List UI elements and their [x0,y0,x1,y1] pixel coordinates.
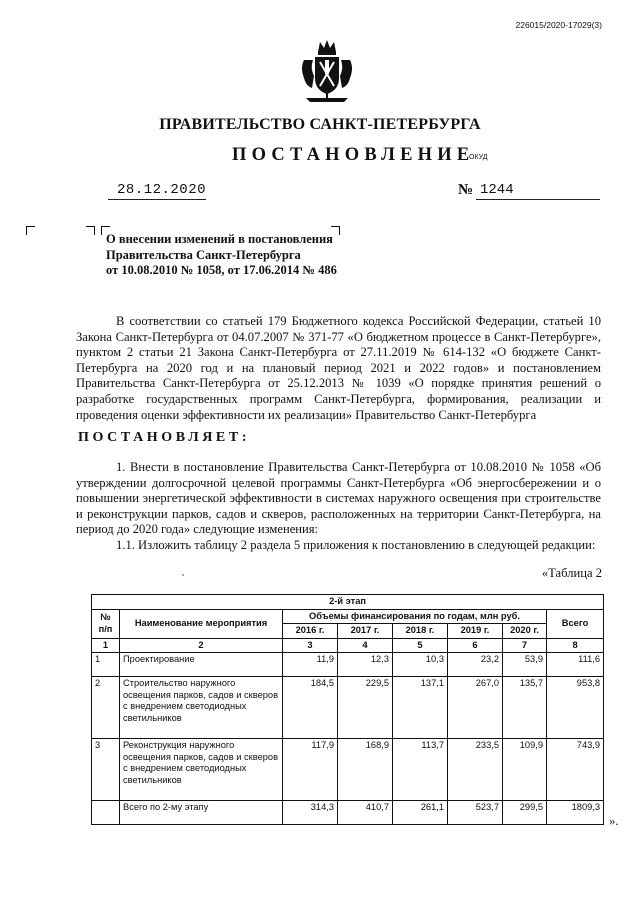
table-total-row [92,801,604,825]
subject-line: Правительства Санкт-Петербурга [106,247,301,262]
table-header-row [92,609,604,624]
table-row [92,739,604,801]
row-value: 135,7 [503,677,547,739]
year-header: 2017 г. [338,624,393,639]
row-value: 11,9 [283,653,338,677]
col-volumes-header: Объемы финансирования по годам, млн руб. [283,609,547,624]
table-row [92,677,604,739]
col-no-header: № п/п [92,609,120,638]
subject-corner-mark [86,226,95,235]
col-number: 8 [547,638,604,653]
total-value: 314,3 [283,801,338,825]
government-name: ПРАВИТЕЛЬСТВО САНКТ-ПЕТЕРБУРГА [159,116,481,133]
year-header: 2016 г. [283,624,338,639]
subject-line: от 10.08.2010 № 1058, от 17.06.2014 № 486 [106,263,337,277]
decree-subject [106,232,337,279]
col-number: 2 [120,638,283,653]
total-value: 261,1 [393,801,448,825]
row-value: 10,3 [393,653,448,677]
row-value: 267,0 [448,677,503,739]
total-value: 410,7 [338,801,393,825]
okud-label: ОКУД [469,154,488,161]
col-number: 4 [338,638,393,653]
row-no [92,801,120,825]
col-number: 6 [448,638,503,653]
row-name: Реконструкция наружного освещения парков, садов и скверов с внедрением светодиодных светильников [120,739,283,801]
row-total: 743,9 [547,739,604,801]
row-value: 229,5 [338,677,393,739]
total-value: 523,7 [448,801,503,825]
preamble [76,314,601,423]
stage-header: 2-й этап [92,595,604,610]
row-no: 2 [92,677,120,739]
closing-quote: ». [609,814,619,828]
row-no: 3 [92,739,120,801]
col-number: 3 [283,638,338,653]
decree-title: ПОСТАНОВЛЕНИЕ [232,145,475,165]
col-name-header: Наименование мероприятия [120,609,283,638]
row-value: 53,9 [503,653,547,677]
subject-line: О внесении изменений в постановления [106,232,333,246]
number-underline [476,199,600,200]
year-header: 2018 г. [393,624,448,639]
row-value: 23,2 [448,653,503,677]
row-value: 233,5 [448,739,503,801]
row-name: Строительство наружного освещения парков, садов и скверов с внедрением светодиодных светильников [120,677,283,739]
total-row-name: Всего по 2-му этапу [120,801,283,825]
row-no: 1 [92,653,120,677]
table-stage-row [92,595,604,610]
row-total: 953,8 [547,677,604,739]
row-value: 168,9 [338,739,393,801]
coat-of-arms-icon [296,38,358,104]
preamble-text: В соответствии со статьей 179 Бюджетного кодекса Российской Федерации, статьей 10 Закона Санкт-Петербурга от 04.07.2007 № 371-77 «О бюджетном процессе в Санкт-Петербурге», пунктом 2 статьи 21 Закона Санкт-Петербурга от 27.11.2019 № 614-132 «О бюджете Санкт-Петербурга на 2020 год и на плановый период 2021 и 2022 годов» и постановлением Правительства Санкт-Петербурга от 25.12.2013 № 1039 «О порядке принятия решений о разработке государственных программ Санкт-Петербурга, формирования, реализации и проведения оценки эффективности их реализации» Правительство Санкт-Петербурга [76,314,601,422]
row-value: 184,5 [283,677,338,739]
table-row [92,653,604,677]
decree-number: 1244 [480,182,514,198]
margin-corner-mark [26,226,35,235]
resolves-heading: ПОСТАНОВЛЯЕТ: [78,430,251,445]
row-value: 113,7 [393,739,448,801]
document-registration-number: 226015/2020-17029(3) [515,20,602,30]
total-value: 299,5 [503,801,547,825]
year-header: 2020 г. [503,624,547,639]
row-value: 137,1 [393,677,448,739]
col-number: 7 [503,638,547,653]
scan-speck [182,574,184,576]
table-column-numbers-row [92,638,604,653]
row-value: 109,9 [503,739,547,801]
item-1-1-text: 1.1. Изложить таблицу 2 раздела 5 приложения к постановлению в следующей редакции: [116,537,596,552]
item-1 [76,460,601,554]
year-header: 2019 г. [448,624,503,639]
col-total-header: Всего [547,609,604,638]
item-1-text: 1. Внести в постановление Правительства Санкт-Петербурга от 10.08.2010 № 1058 «Об утверждении долгосрочной целевой программы Санкт-Петербурга «Об энергосбережении и о повышении энергетической эффективности в системах наружного освещения при строительстве и реконструкции парков, садов и скверов, расположенных на территории Санкт-Петербурга, на период до 2020 года» следующие изменения: [76,460,601,537]
decree-date: 28.12.2020 [117,182,207,198]
number-sign: № [458,182,474,198]
date-underline [108,199,206,200]
row-value: 12,3 [338,653,393,677]
col-number: 1 [92,638,120,653]
row-total: 111,6 [547,653,604,677]
row-name: Проектирование [120,653,283,677]
row-value: 117,9 [283,739,338,801]
table-caption: «Таблица 2 [541,566,602,580]
financing-table [91,594,604,825]
col-number: 5 [393,638,448,653]
grand-total: 1809,3 [547,801,604,825]
